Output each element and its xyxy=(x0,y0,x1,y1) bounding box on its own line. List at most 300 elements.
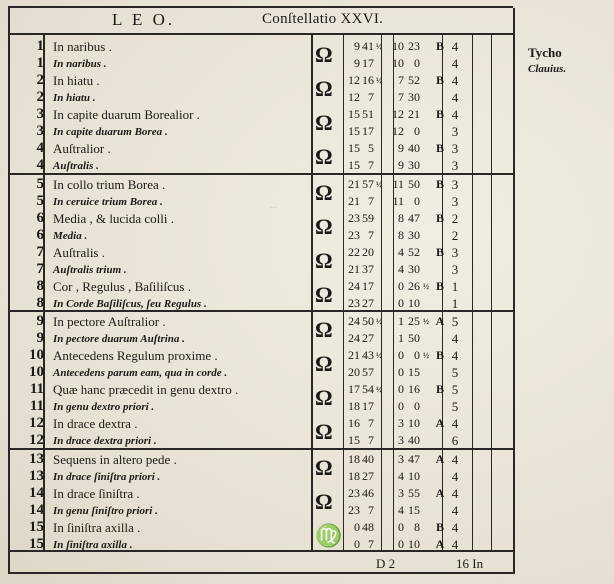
latitude-degrees: 11 xyxy=(392,177,404,191)
star-description: In drace dextra . xyxy=(53,415,138,431)
latitude-minutes: 0 xyxy=(414,348,420,362)
latitude-fraction xyxy=(420,364,432,381)
star-number: 6 xyxy=(36,227,44,243)
star-description: Antecedens parum eam, qua in corde . xyxy=(53,366,228,379)
longitude-fraction: ½ xyxy=(376,317,382,326)
latitude-fraction xyxy=(420,140,432,157)
longitude-minutes: 37 xyxy=(362,262,374,276)
latitude-degrees: 11 xyxy=(392,194,404,208)
latitude-fraction xyxy=(420,38,432,55)
longitude-fraction xyxy=(374,536,384,553)
latitude-fraction xyxy=(420,227,432,244)
longitude-minutes: 17 xyxy=(362,56,374,70)
leo-sign-icon: Ω xyxy=(315,214,333,239)
table-row xyxy=(14,210,462,227)
latitude-degrees: 4 xyxy=(398,469,404,483)
latitude-direction xyxy=(432,55,448,72)
leo-sign-icon: Ω xyxy=(315,144,333,169)
longitude-minutes: 7 xyxy=(368,228,374,242)
longitude-fraction: ½ xyxy=(376,385,382,394)
latitude-degrees: 0 xyxy=(398,279,404,293)
star-number: 14 xyxy=(29,502,44,518)
longitude-fraction: ½ xyxy=(376,180,382,189)
longitude-minutes: 20 xyxy=(362,245,374,259)
table-row xyxy=(14,106,462,123)
star-description: In drace ſiniſtra priori . xyxy=(53,470,161,483)
star-number: 14 xyxy=(29,485,44,501)
table-row xyxy=(14,364,462,381)
table-row xyxy=(14,415,462,432)
latitude-degrees: 9 xyxy=(398,141,404,155)
leo-sign-icon: Ω xyxy=(315,282,333,307)
longitude-fraction: ½ xyxy=(376,42,382,51)
latitude-fraction: ½ xyxy=(423,317,429,326)
longitude-degrees: 21 xyxy=(348,348,360,362)
longitude-fraction xyxy=(374,210,384,227)
latitude-degrees: 0 xyxy=(398,520,404,534)
magnitude: 4 xyxy=(451,347,459,363)
latitude-degrees: 7 xyxy=(398,90,404,104)
latitude-direction xyxy=(432,123,448,140)
table-row xyxy=(14,295,462,312)
magnitude: 4 xyxy=(451,55,459,71)
star-description: In hiatu . xyxy=(53,91,96,104)
magnitude: 5 xyxy=(451,381,459,397)
latitude-degrees: 9 xyxy=(398,158,404,172)
magnitude: 5 xyxy=(451,313,459,329)
longitude-degrees: 23 xyxy=(348,486,360,500)
table-row xyxy=(14,176,462,193)
latitude-direction xyxy=(432,227,448,244)
longitude-minutes: 17 xyxy=(362,279,374,293)
latitude-direction xyxy=(432,364,448,381)
longitude-fraction xyxy=(374,106,384,123)
magnitude: 4 xyxy=(451,415,459,431)
longitude-fraction xyxy=(374,451,384,468)
longitude-degrees: 23 xyxy=(348,228,360,242)
latitude-fraction xyxy=(420,193,432,210)
table-row xyxy=(14,89,462,106)
latitude-fraction xyxy=(420,244,432,261)
longitude-degrees: 0 xyxy=(354,520,360,534)
latitude-fraction xyxy=(420,502,432,519)
longitude-fraction xyxy=(374,244,384,261)
magnitude: 5 xyxy=(451,398,459,414)
longitude-fraction xyxy=(374,157,384,174)
table-row xyxy=(14,502,462,519)
table-row xyxy=(14,398,462,415)
longitude-degrees: 12 xyxy=(348,73,360,87)
longitude-fraction xyxy=(374,432,384,449)
latitude-direction: A xyxy=(435,416,445,430)
longitude-degrees: 23 xyxy=(348,211,360,225)
latitude-fraction xyxy=(420,89,432,106)
latitude-direction: B xyxy=(435,177,444,191)
longitude-minutes: 16 xyxy=(362,73,374,87)
longitude-minutes: 7 xyxy=(368,503,374,517)
longitude-minutes: 7 xyxy=(368,537,374,551)
latitude-fraction xyxy=(420,295,432,312)
star-description: In collo trium Borea . xyxy=(53,176,166,192)
star-number: 3 xyxy=(36,106,44,122)
longitude-degrees: 18 xyxy=(348,452,360,466)
catchword: 16 In xyxy=(456,556,484,571)
star-description: In drace dextra priori . xyxy=(53,434,157,447)
longitude-fraction xyxy=(374,502,384,519)
longitude-fraction xyxy=(374,140,384,157)
longitude-fraction xyxy=(374,55,384,72)
magnitude: 4 xyxy=(451,89,459,105)
latitude-direction: B xyxy=(435,73,444,87)
latitude-minutes: 15 xyxy=(408,365,420,379)
star-group-1 xyxy=(14,38,462,174)
latitude-fraction xyxy=(420,432,432,449)
leo-sign-icon: Ω xyxy=(315,385,333,410)
magnitude: 3 xyxy=(451,244,459,260)
longitude-minutes: 17 xyxy=(362,399,374,413)
virgo-sign-icon: ♍ xyxy=(315,523,343,548)
table-row xyxy=(14,123,462,140)
longitude-degrees: 9 xyxy=(354,56,360,70)
latitude-degrees: 0 xyxy=(398,537,404,551)
latitude-minutes: 10 xyxy=(408,537,420,551)
longitude-fraction xyxy=(374,295,384,312)
magnitude: 4 xyxy=(451,502,459,518)
magnitude: 4 xyxy=(451,72,459,88)
longitude-minutes: 57 xyxy=(362,365,374,379)
magnitude: 3 xyxy=(451,123,459,139)
longitude-fraction: ½ xyxy=(376,76,382,85)
latitude-direction: B xyxy=(435,245,444,259)
longitude-minutes: 7 xyxy=(368,433,374,447)
longitude-minutes: 51 xyxy=(362,107,374,121)
star-number: 5 xyxy=(36,193,44,209)
longitude-fraction xyxy=(374,398,384,415)
table-row xyxy=(14,227,462,244)
longitude-fraction xyxy=(374,227,384,244)
star-description: Antecedens Regulum proxime . xyxy=(53,347,218,363)
latitude-fraction xyxy=(420,398,432,415)
longitude-degrees: 12 xyxy=(348,90,360,104)
latitude-fraction xyxy=(420,176,432,193)
star-number: 10 xyxy=(29,347,44,363)
latitude-degrees: 4 xyxy=(398,503,404,517)
latitude-direction xyxy=(432,398,448,415)
table-row xyxy=(14,38,462,55)
latitude-degrees: 10 xyxy=(392,56,404,70)
latitude-fraction xyxy=(420,106,432,123)
star-number: 9 xyxy=(36,313,44,329)
star-description: Cor , Regulus , Baſiliſcus . xyxy=(53,278,191,294)
longitude-degrees: 17 xyxy=(348,382,360,396)
latitude-minutes: 0 xyxy=(414,124,420,138)
longitude-minutes: 17 xyxy=(362,124,374,138)
star-description: In naribus . xyxy=(53,38,112,54)
latitude-fraction: ½ xyxy=(423,351,429,360)
magnitude: 4 xyxy=(451,106,459,122)
longitude-minutes: 50 xyxy=(362,314,374,328)
longitude-fraction xyxy=(374,123,384,140)
longitude-minutes: 54 xyxy=(362,382,374,396)
star-description: In capite duarum Borea . xyxy=(53,125,168,138)
longitude-minutes: 46 xyxy=(362,486,374,500)
latitude-direction: B xyxy=(435,39,444,53)
star-number: 6 xyxy=(36,210,44,226)
table-row xyxy=(14,72,462,89)
latitude-fraction xyxy=(420,381,432,398)
longitude-degrees: 18 xyxy=(348,469,360,483)
longitude-minutes: 40 xyxy=(362,452,374,466)
longitude-degrees: 24 xyxy=(348,314,360,328)
magnitude: 3 xyxy=(451,140,459,156)
star-number: 12 xyxy=(29,415,44,431)
star-description: In Corde Baſiliſcus, ſeu Regulus . xyxy=(53,297,207,310)
leo-sign-icon: Ω xyxy=(315,42,333,67)
longitude-degrees: 23 xyxy=(348,503,360,517)
latitude-direction: B xyxy=(435,520,444,534)
table-row xyxy=(14,519,462,536)
magnitude: 3 xyxy=(451,261,459,277)
longitude-degrees: 16 xyxy=(348,416,360,430)
star-number: 4 xyxy=(36,140,44,156)
table-row xyxy=(14,347,462,364)
latitude-minutes: 0 xyxy=(414,56,420,70)
longitude-minutes: 7 xyxy=(368,194,374,208)
longitude-minutes: 5 xyxy=(368,141,374,155)
star-group-2 xyxy=(14,176,462,312)
table-row xyxy=(14,261,462,278)
latitude-degrees: 0 xyxy=(398,365,404,379)
table-row xyxy=(14,536,462,553)
latitude-direction: A xyxy=(435,452,445,466)
star-number: 8 xyxy=(36,278,44,294)
latitude-minutes: 0 xyxy=(414,194,420,208)
latitude-degrees: 1 xyxy=(398,331,404,345)
latitude-direction xyxy=(432,432,448,449)
latitude-minutes: 55 xyxy=(408,486,420,500)
latitude-direction xyxy=(432,89,448,106)
latitude-minutes: 15 xyxy=(408,503,420,517)
magnitude: 3 xyxy=(451,193,459,209)
star-number: 8 xyxy=(36,295,44,311)
latitude-fraction xyxy=(420,210,432,227)
leo-sign-icon: Ω xyxy=(315,455,333,480)
star-number: 15 xyxy=(29,519,44,535)
latitude-direction xyxy=(432,468,448,485)
latitude-direction xyxy=(432,193,448,210)
longitude-degrees: 21 xyxy=(348,177,360,191)
magnitude: 4 xyxy=(451,468,459,484)
latitude-fraction xyxy=(420,536,432,553)
side-note-clavius: Clauius. xyxy=(528,63,567,75)
table-row xyxy=(14,278,462,295)
latitude-degrees: 0 xyxy=(398,399,404,413)
star-number: 15 xyxy=(29,536,44,552)
longitude-fraction xyxy=(374,261,384,278)
table-row xyxy=(14,381,462,398)
star-description: Auſtralis . xyxy=(53,244,105,260)
latitude-minutes: 0 xyxy=(414,399,420,413)
magnitude: 4 xyxy=(451,485,459,501)
star-description: Auſtralior . xyxy=(53,140,111,156)
magnitude: 5 xyxy=(451,364,459,380)
star-number: 1 xyxy=(36,55,44,71)
longitude-minutes: 27 xyxy=(362,296,374,310)
latitude-fraction xyxy=(420,451,432,468)
latitude-direction: A xyxy=(435,537,445,551)
longitude-degrees: 22 xyxy=(348,245,360,259)
magnitude: 4 xyxy=(451,519,459,535)
star-description: In naribus . xyxy=(53,57,107,70)
star-description: In genu dextro priori . xyxy=(53,400,155,413)
latitude-direction xyxy=(432,330,448,347)
star-description: Sequens in altero pede . xyxy=(53,451,177,467)
leo-sign-icon: Ω xyxy=(315,110,333,135)
star-number: 10 xyxy=(29,364,44,380)
table-row xyxy=(14,140,462,157)
latitude-degrees: 0 xyxy=(398,382,404,396)
latitude-degrees: 0 xyxy=(398,296,404,310)
star-number: 13 xyxy=(29,451,44,467)
longitude-degrees: 9 xyxy=(354,39,360,53)
latitude-degrees: 1 xyxy=(398,314,404,328)
latitude-direction xyxy=(432,295,448,312)
longitude-degrees: 20 xyxy=(348,365,360,379)
latitude-direction: A xyxy=(435,486,445,500)
longitude-degrees: 24 xyxy=(348,331,360,345)
longitude-degrees: 15 xyxy=(348,107,360,121)
latitude-minutes: 10 xyxy=(408,416,420,430)
magnitude: 4 xyxy=(451,451,459,467)
bleed-through-text: ... xyxy=(270,200,278,211)
leo-sign-icon: Ω xyxy=(315,248,333,273)
table-row xyxy=(14,468,462,485)
latitude-degrees: 0 xyxy=(398,348,404,362)
magnitude: 2 xyxy=(451,227,459,243)
table-row xyxy=(14,157,462,174)
constellation-number: Conſtellatio XXVI. xyxy=(262,11,384,27)
longitude-minutes: 41 xyxy=(362,39,374,53)
longitude-fraction xyxy=(374,485,384,502)
latitude-minutes: 52 xyxy=(408,245,420,259)
table-row xyxy=(14,485,462,502)
longitude-fraction xyxy=(374,468,384,485)
signature-mark: D 2 xyxy=(376,556,396,571)
star-number: 5 xyxy=(36,176,44,192)
leo-sign-icon: Ω xyxy=(315,489,333,514)
star-number: 12 xyxy=(29,432,44,448)
table-row xyxy=(14,330,462,347)
star-description: Auſtralis . xyxy=(53,159,99,172)
star-description: In capite duarum Borealior . xyxy=(53,106,200,122)
magnitude: 3 xyxy=(451,157,459,173)
star-description: In genu ſiniſtro priori . xyxy=(53,504,158,517)
latitude-fraction xyxy=(420,123,432,140)
latitude-direction: B xyxy=(435,382,444,396)
longitude-fraction xyxy=(374,278,384,295)
latitude-fraction xyxy=(420,157,432,174)
longitude-degrees: 24 xyxy=(348,279,360,293)
star-description: In hiatu . xyxy=(53,72,100,88)
longitude-fraction xyxy=(374,519,384,536)
latitude-fraction xyxy=(420,485,432,502)
latitude-minutes: 30 xyxy=(408,158,420,172)
star-description: In ſiniſtra axilla . xyxy=(53,519,141,535)
star-number: 11 xyxy=(29,398,44,414)
latitude-minutes: 26 xyxy=(408,279,420,293)
latitude-fraction xyxy=(420,468,432,485)
latitude-degrees: 8 xyxy=(398,228,404,242)
latitude-minutes: 52 xyxy=(408,73,420,87)
longitude-degrees: 21 xyxy=(348,194,360,208)
longitude-minutes: 7 xyxy=(368,416,374,430)
leo-sign-icon: Ω xyxy=(315,76,333,101)
magnitude: 4 xyxy=(451,38,459,54)
magnitude: 4 xyxy=(451,536,459,552)
longitude-fraction xyxy=(374,415,384,432)
star-description: In pectore duarum Auſtrina . xyxy=(53,332,185,345)
latitude-minutes: 25 xyxy=(408,314,420,328)
latitude-minutes: 40 xyxy=(408,433,420,447)
longitude-degrees: 0 xyxy=(354,537,360,551)
longitude-minutes: 7 xyxy=(368,90,374,104)
latitude-degrees: 3 xyxy=(398,452,404,466)
latitude-direction: B xyxy=(435,348,444,362)
star-group-4 xyxy=(14,451,462,553)
latitude-degrees: 10 xyxy=(392,39,404,53)
latitude-degrees: 12 xyxy=(392,124,404,138)
longitude-degrees: 23 xyxy=(348,296,360,310)
table-row xyxy=(14,313,462,330)
latitude-direction xyxy=(432,261,448,278)
latitude-minutes: 50 xyxy=(408,177,420,191)
latitude-fraction xyxy=(420,330,432,347)
longitude-fraction xyxy=(374,89,384,106)
latitude-degrees: 3 xyxy=(398,433,404,447)
longitude-fraction xyxy=(374,193,384,210)
table-row xyxy=(14,193,462,210)
longitude-minutes: 27 xyxy=(362,469,374,483)
side-note xyxy=(528,44,566,78)
latitude-degrees: 4 xyxy=(398,262,404,276)
latitude-degrees: 3 xyxy=(398,416,404,430)
latitude-minutes: 8 xyxy=(414,520,420,534)
star-description: Quæ hanc præcedit in genu dextro . xyxy=(53,381,239,397)
longitude-degrees: 18 xyxy=(348,399,360,413)
latitude-minutes: 16 xyxy=(408,382,420,396)
star-number: 2 xyxy=(36,89,44,105)
magnitude: 4 xyxy=(451,330,459,346)
star-number: 4 xyxy=(36,157,44,173)
latitude-degrees: 7 xyxy=(398,73,404,87)
latitude-direction xyxy=(432,502,448,519)
star-description: In ceruice trium Borea . xyxy=(53,195,163,208)
latitude-direction: B xyxy=(435,107,444,121)
leo-sign-icon: Ω xyxy=(315,419,333,444)
latitude-fraction xyxy=(420,261,432,278)
latitude-minutes: 23 xyxy=(408,39,420,53)
longitude-minutes: 7 xyxy=(368,158,374,172)
star-description: Media , & lucida colli . xyxy=(53,210,174,226)
star-number: 7 xyxy=(36,261,44,277)
longitude-degrees: 15 xyxy=(348,158,360,172)
table-row xyxy=(14,432,462,449)
magnitude: 6 xyxy=(451,432,459,448)
star-number: 13 xyxy=(29,468,44,484)
latitude-fraction xyxy=(420,55,432,72)
star-number: 3 xyxy=(36,123,44,139)
magnitude: 2 xyxy=(451,210,459,226)
